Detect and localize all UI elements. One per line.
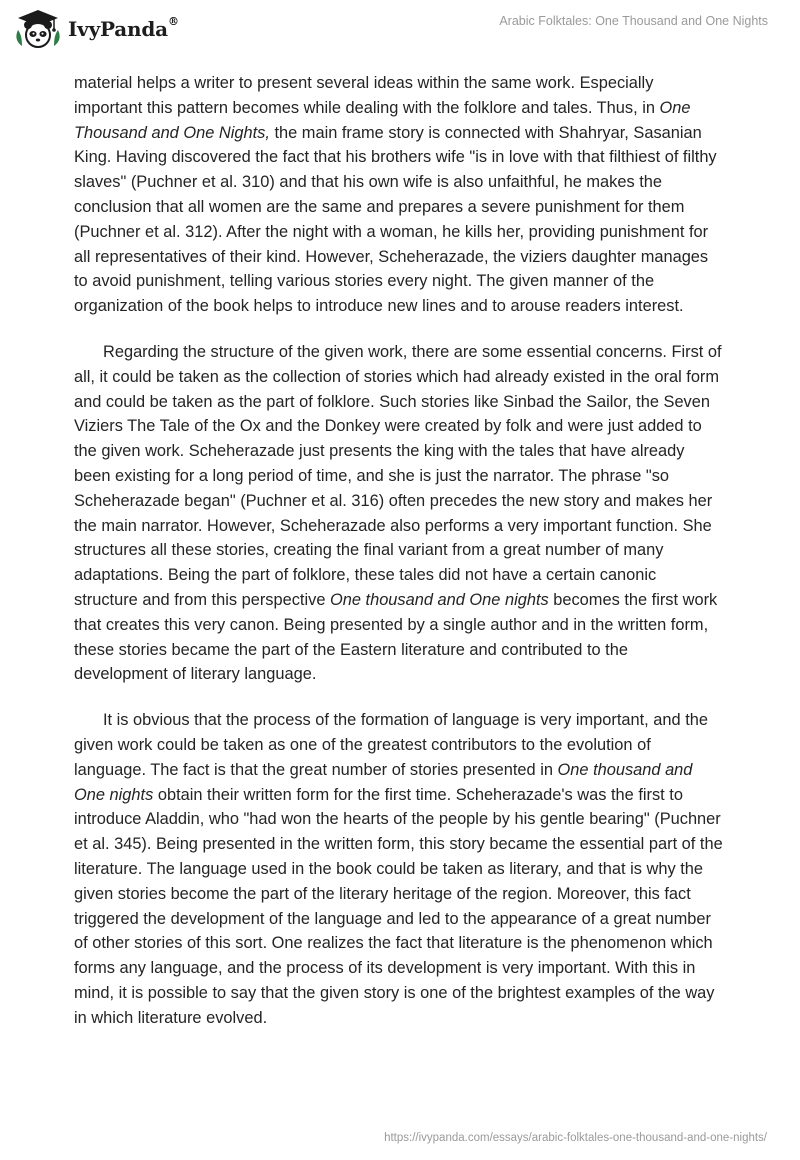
trademark-symbol: ® <box>167 15 179 29</box>
brand-name: IvyPanda® <box>68 15 179 41</box>
panda-graduation-cap-icon <box>14 8 62 50</box>
paragraph-3: It is obvious that the process of the formation of language is very important, and the given work could be taken as one of the greatest contributors to the evolution of language. The fact is that the great number of stories presented in One thousand and One nights obtain their written form for the first time. Scheherazade's was the first to introduce Aladdin, who "had won the hearts of the people by his gentle bearing" (Puchner et al. 345). Being presented in the written form, this story became the essential part of the literature. The language used in the book could be taken as literary, and that is why the given stories become the part of the literary heritage of the region. Moreover, this fact triggered the development of the language and led to the appearance of a great number of other stories of this sort. One realizes the fact that literature is the phenomenon which forms any language, and the process of its development is very important. With this in mind, it is possible to say that the given story is one of the brightest examples of the way in which literature evolved. <box>74 711 723 1027</box>
document-title: Arabic Folktales: One Thousand and One Nights <box>499 14 768 28</box>
book-title-italic: One thousand and One nights <box>74 760 693 804</box>
paragraph-2: Regarding the structure of the given work, there are some essential concerns. First of all, it could be taken as the collection of stories which had already existed in the oral form and could be taken as the part of folklore. Such stories like Sinbad the Sailor, the Seven Viziers The Tale of the Ox and the Donkey were created by folk and were just added to the given work. Scheherazade just presents the king with the tales that have already been existing for a long period of time, and she is just the narrator. The phrase "so Scheherazade began" (Puchner et al. 316) often precedes the new story and makes her the main narrator. However, Scheherazade also performs a very important function. She structures all these stories, creating the final variant from a great number of many adaptations. Being the part of folklore, these tales did not have a certain canonic structure and from this perspective One thousand and One nights becomes the first work that creates this very canon. Being presented by a single author and in the written form, these stories became the part of the Eastern literature and contributed to the development of literary language. <box>74 342 722 684</box>
book-title-italic: One Thousand and One Nights, <box>74 98 691 142</box>
book-title-italic: One thousand and One nights <box>329 590 549 609</box>
page-header <box>0 0 800 60</box>
essay-body <box>74 71 724 1051</box>
source-url-link[interactable]: https://ivypanda.com/essays/arabic-folktales-one-thousand-and-one-nights/ <box>384 1132 767 1144</box>
paragraph-1: material helps a writer to present several ideas within the same work. Especially important this pattern becomes while dealing with the folklore and tales. Thus, in One Thousand and One Nights, the main frame story is connected with Shahryar, Sasanian King. Having discovered the fact that his brothers wife "is in love with that filthiest of filthy slaves" (Puchner et al. 310) and that his own wife is also unfaithful, he makes the conclusion that all women are the same and prepares a severe punishment for them (Puchner et al. 312). After the night with a woman, he kills her, providing punishment for all representatives of their kind. However, Scheherazade, the viziers daughter manages to avoid punishment, telling various stories every night. The given manner of the organization of the book helps to introduce new lines and to arouse readers interest. <box>74 74 717 316</box>
ivypanda-logo[interactable] <box>14 8 179 50</box>
